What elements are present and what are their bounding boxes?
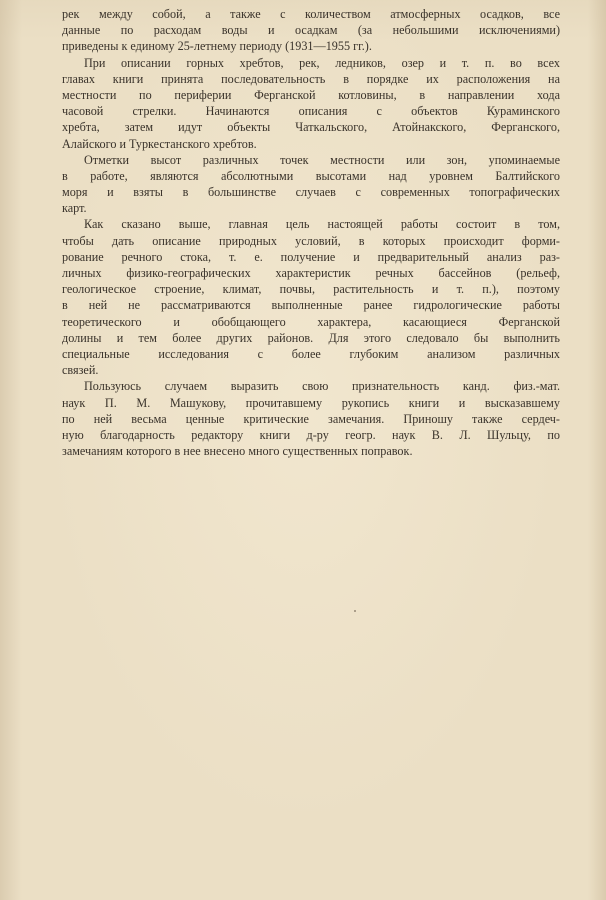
text-line: ную благодарность редактору книги д-ру геогр. наук В. Л. Шульцу, по bbox=[62, 427, 560, 442]
text-line: часовой стрелки. Начинаются описания с объектов Кураминского bbox=[62, 104, 560, 119]
text-line: данные по расходам воды и осадкам (за небольшими исключениями) bbox=[62, 23, 560, 38]
text-line: по ней весьма ценные критические замечания. Приношу также сердеч- bbox=[62, 411, 560, 426]
text-line: замечаниям которого в нее внесено много существенных поправок. bbox=[62, 444, 413, 459]
text-line: в работе, являются абсолютными высотами над уровнем Балтийского bbox=[62, 168, 560, 183]
text-line: связей. bbox=[62, 363, 99, 378]
paragraph-5 bbox=[62, 378, 560, 459]
text-line: личных физико-географических характеристик речных бассейнов (рельеф, bbox=[62, 266, 560, 280]
text-line: местности по периферии Ферганской котловины, в направлении хода bbox=[62, 87, 560, 102]
text-line: моря и взяты в большинстве случаев с современных топографических bbox=[62, 185, 560, 200]
text-line: долины и тем более других районов. Для этого следовало бы выполнить bbox=[62, 330, 560, 345]
text-line: карт. bbox=[62, 201, 87, 216]
text-line: приведены к единому 25-летнему периоду (1931—1955 гг.). bbox=[62, 39, 372, 54]
text-line: Как сказано выше, главная цель настоящей работы состоит в том, bbox=[84, 217, 560, 232]
paragraph-2 bbox=[62, 55, 560, 152]
text-line: хребта, затем идут объекты Чаткальского, Атойнакского, Ферганского, bbox=[62, 120, 560, 135]
text-line: чтобы дать описание природных условий, в которых происходит форми- bbox=[62, 233, 560, 248]
text-line: теоретического и обобщающего характера, касающиеся Ферганской bbox=[62, 314, 560, 329]
paragraph-4 bbox=[62, 216, 560, 378]
text-line: Алайского и Туркестанского хребтов. bbox=[62, 136, 257, 151]
text-line: Пользуюсь случаем выразить свою признательность канд. физ.-мат. bbox=[84, 379, 560, 394]
body-text bbox=[62, 6, 560, 459]
text-line: наук П. М. Машукову, прочитавшему рукопись книги и высказавшему bbox=[62, 395, 560, 410]
paper-speck bbox=[354, 610, 356, 612]
text-line: рек между собой, а также с количеством атмосферных осадков, все bbox=[62, 7, 560, 21]
paragraph-1 bbox=[62, 6, 560, 55]
paragraph-3 bbox=[62, 152, 560, 217]
text-line: Отметки высот различных точек местности или зон, упоминаемые bbox=[84, 152, 560, 167]
text-line: специальные исследования с более глубоким анализом различных bbox=[62, 346, 560, 361]
text-line: в ней не рассматриваются выполненные ранее гидрологические работы bbox=[62, 298, 560, 313]
text-line: главах книги принята последовательность в порядке их расположения на bbox=[62, 71, 560, 86]
text-line: рование речного стока, т. е. получение и предварительный анализ раз- bbox=[62, 249, 560, 264]
text-line: геологическое строение, климат, почвы, растительность и т. п.), поэтому bbox=[62, 282, 560, 297]
text-line: При описании горных хребтов, рек, ледников, озер и т. п. во всех bbox=[84, 55, 560, 70]
